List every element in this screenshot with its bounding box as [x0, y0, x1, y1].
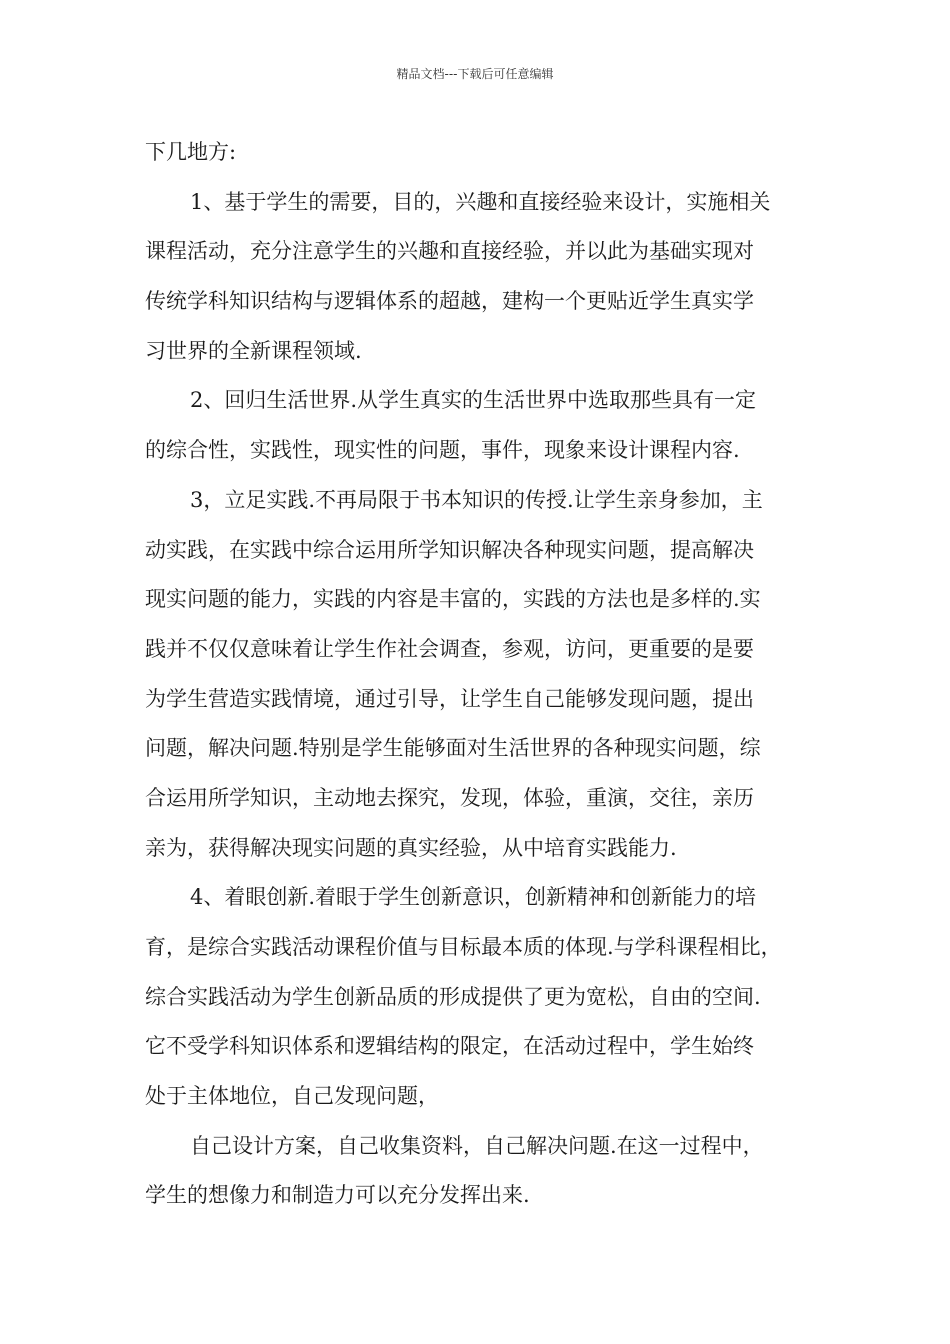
text-line: 综合实践活动为学生创新品质的形成提供了更为宽松，自由的空间.: [145, 984, 761, 1009]
paragraph-2-start: 2、回归生活世界.从学生真实的生活世界中选取那些具有一定: [190, 388, 757, 413]
page-header: 精品文档---下载后可任意编辑: [396, 67, 554, 81]
text-line: 现实问题的能力，实践的内容是丰富的，实践的方法也是多样的.实: [145, 587, 761, 612]
text-line: 处于主体地位，自己发现问题，: [145, 1084, 439, 1109]
text-line: 习世界的全新课程领域.: [145, 338, 362, 363]
text-line: 合运用所学知识，主动地去探究，发现，体验，重演，交往，亲历: [145, 785, 754, 810]
document-body: [145, 132, 835, 1225]
text-line: 问题，解决问题.特别是学生能够面对生活世界的各种现实问题，综: [145, 736, 761, 761]
paragraph-1-start: 1、基于学生的需要，目的，兴趣和直接经验来设计，实施相关: [190, 189, 771, 214]
text-line: 它不受学科知识体系和逻辑结构的限定，在活动过程中，学生始终: [145, 1034, 754, 1059]
paragraph-5-start: 自己设计方案，自己收集资料，自己解决问题.在这一过程中，: [190, 1133, 764, 1158]
paragraph-4-start: 4、着眼创新.着眼于学生创新意识，创新精神和创新能力的培: [190, 885, 757, 910]
text-line: 亲为，获得解决现实问题的真实经验，从中培育实践能力.: [145, 835, 677, 860]
text-line: 动实践，在实践中综合运用所学知识解决各种现实问题，提高解决: [145, 537, 754, 562]
text-line: 学生的想像力和制造力可以充分发挥出来.: [145, 1183, 530, 1208]
text-line: 传统学科知识结构与逻辑体系的超越，建构一个更贴近学生真实学: [145, 289, 754, 314]
text-line: 的综合性，实践性，现实性的问题，事件，现象来设计课程内容.: [145, 438, 740, 463]
text-line: 为学生营造实践情境，通过引导，让学生自己能够发现问题，提出: [145, 686, 754, 711]
text-line: 课程活动，充分注意学生的兴趣和直接经验，并以此为基础实现对: [145, 239, 754, 264]
text-line: 下几地方:: [145, 140, 237, 164]
paragraph-3-start: 3，立足实践.不再局限于书本知识的传授.让学生亲身参加，主: [190, 487, 763, 512]
text-line: 践并不仅仅意味着让学生作社会调查，参观，访问，更重要的是要: [145, 636, 754, 661]
text-line: 育，是综合实践活动课程价值与目标最本质的体现.与学科课程相比，: [145, 935, 782, 959]
